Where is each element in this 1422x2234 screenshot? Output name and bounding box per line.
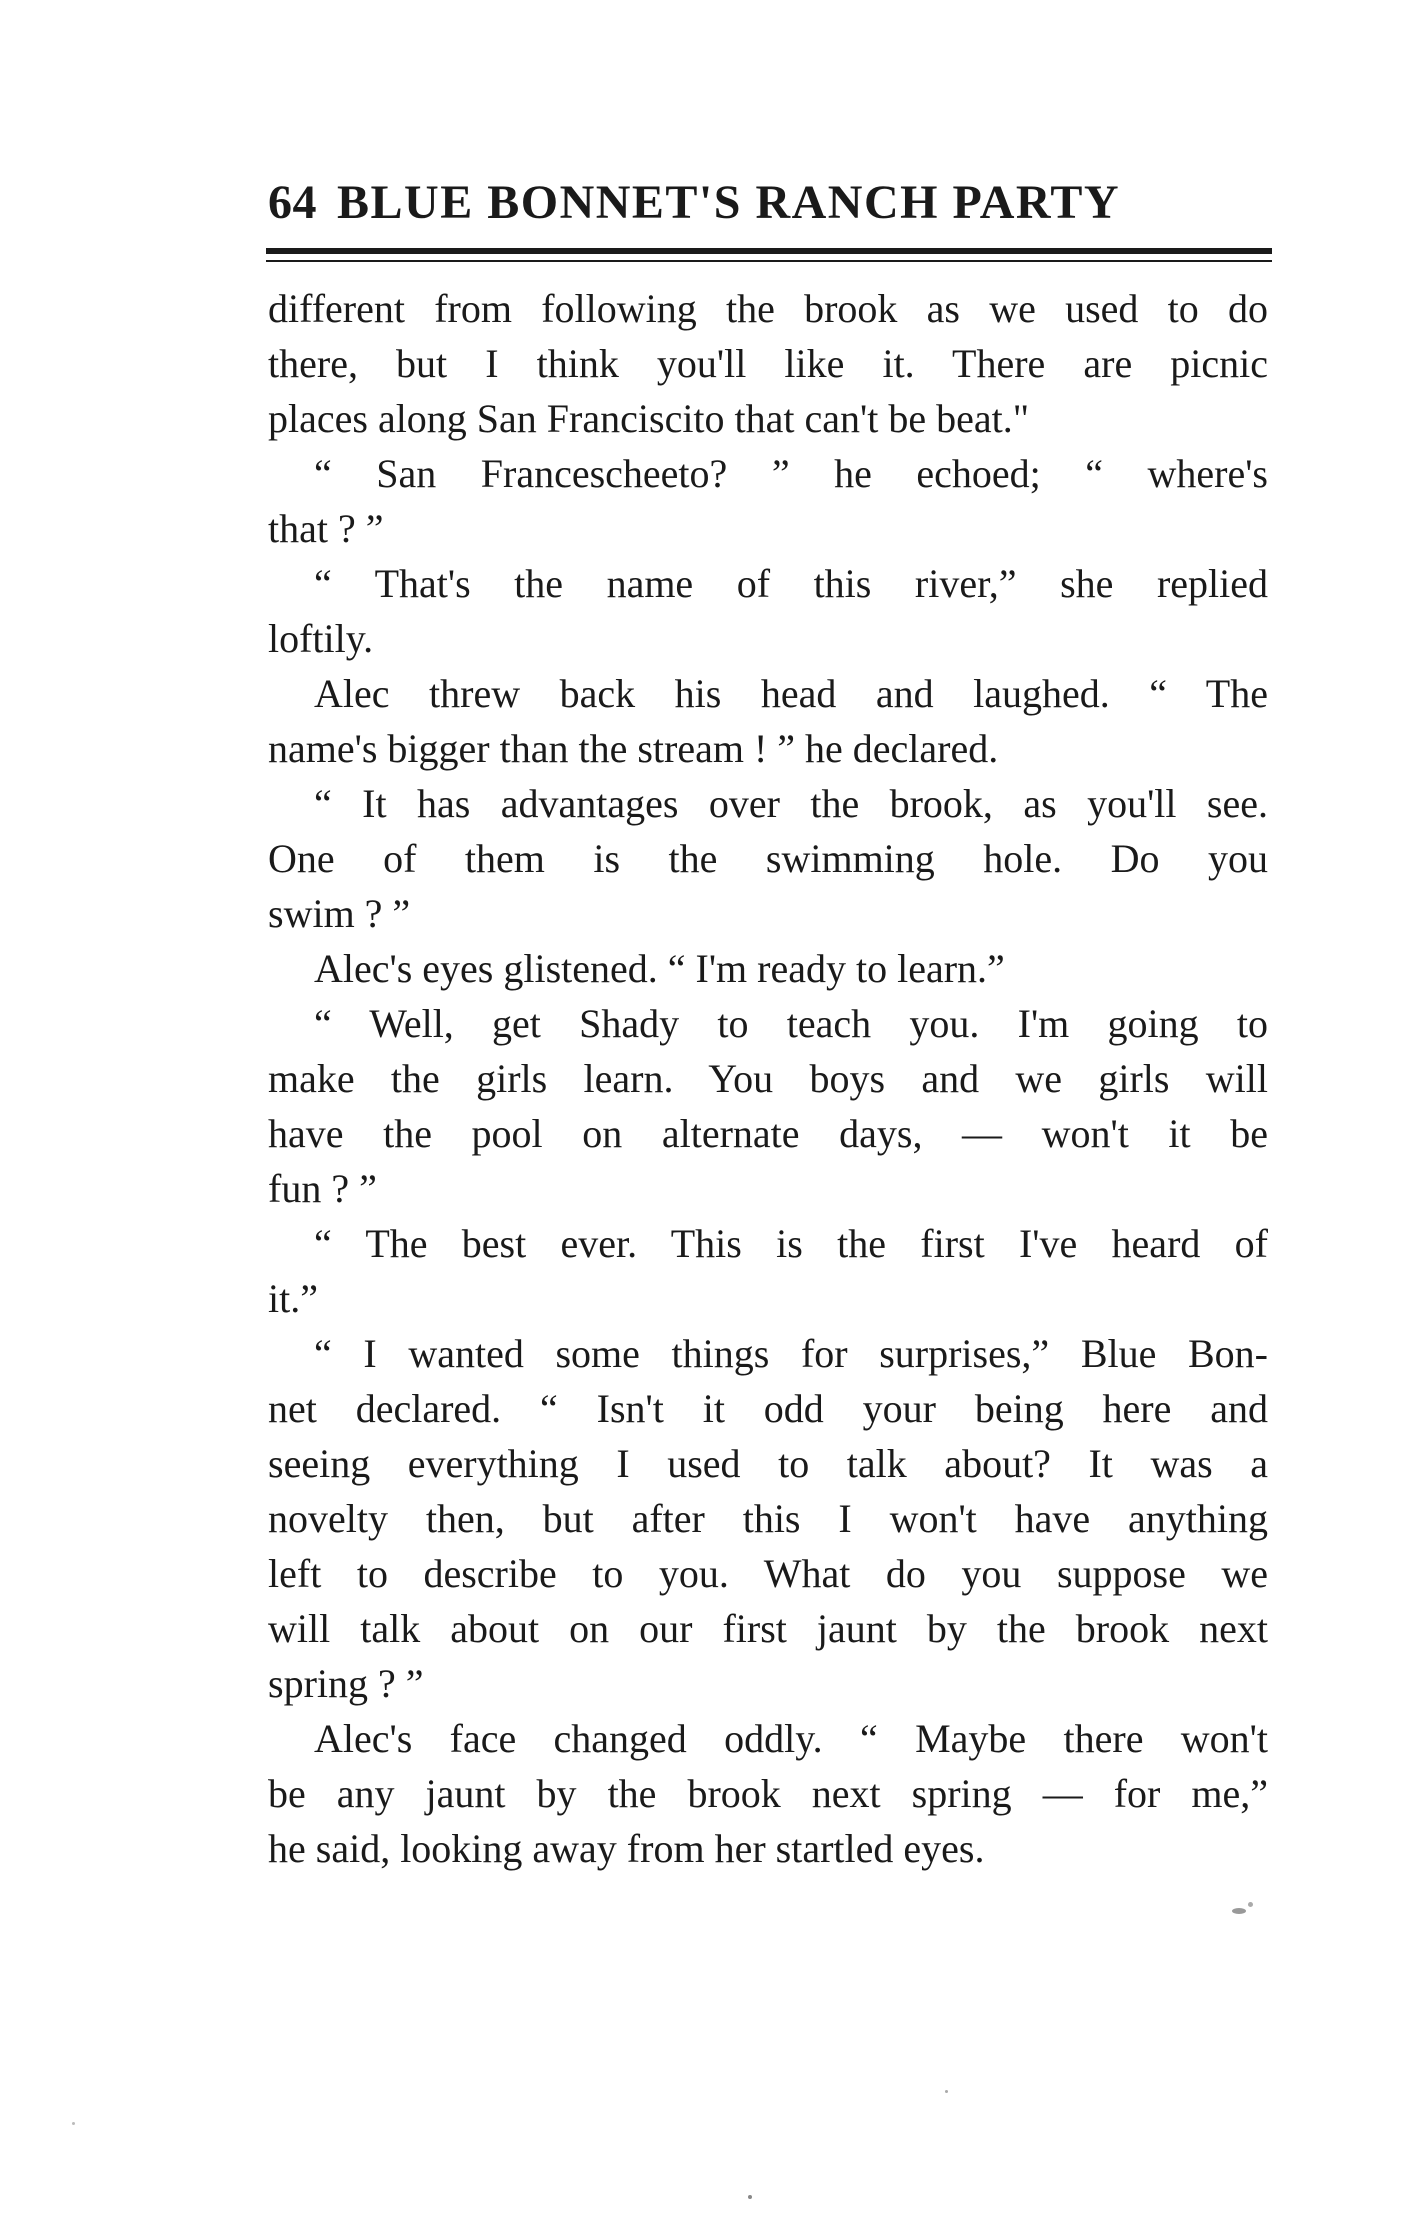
text-line: “ The best ever. This is the first I've heard of	[314, 1221, 1268, 1266]
print-speck	[945, 2090, 948, 2093]
text-line: novelty then, but after this I won't have anything	[268, 1496, 1268, 1541]
text-line: that ? ”	[268, 506, 384, 551]
text-line: left to describe to you. What do you suppose we	[268, 1551, 1268, 1596]
text-line: loftily.	[268, 616, 374, 661]
text-line: spring ? ”	[268, 1661, 424, 1706]
running-header	[268, 168, 1270, 238]
print-speck	[72, 2122, 75, 2125]
text-line: places along San Franciscito that can't be beat."	[268, 396, 1030, 441]
text-line: fun ? ”	[268, 1166, 377, 1211]
print-speck	[1248, 1902, 1253, 1907]
text-line: he said, looking away from her startled eyes.	[268, 1826, 985, 1871]
text-line: Alec's face changed oddly. “ Maybe there won't	[314, 1716, 1268, 1761]
text-line: swim ? ”	[268, 891, 411, 936]
text-line: “ Well, get Shady to teach you. I'm going to	[314, 1001, 1268, 1046]
running-title: BLUE BONNET'S RANCH PARTY	[337, 176, 1121, 229]
text-line: have the pool on alternate days, — won't it be	[268, 1111, 1268, 1156]
text-line: be any jaunt by the brook next spring — for me,”	[268, 1771, 1268, 1816]
text-line: different from following the brook as we used to do	[268, 286, 1268, 331]
text-line: Alec's eyes glistened. “ I'm ready to learn.”	[314, 946, 1005, 991]
text-line: it.”	[268, 1276, 318, 1321]
print-speck	[748, 2195, 752, 2199]
text-line: seeing everything I used to talk about? It was a	[268, 1441, 1268, 1486]
text-line: there, but I think you'll like it. There are picnic	[268, 341, 1268, 386]
page-number: 64	[268, 176, 317, 229]
text-line: One of them is the swimming hole. Do you	[268, 836, 1268, 881]
text-line: name's bigger than the stream ! ” he declared.	[268, 726, 999, 771]
print-speck	[1232, 1908, 1246, 1914]
text-line: will talk about on our first jaunt by the brook next	[268, 1606, 1268, 1651]
text-line: make the girls learn. You boys and we girls will	[268, 1056, 1268, 1101]
header-rule-thick	[266, 248, 1272, 254]
text-line: “ It has advantages over the brook, as you'll see.	[314, 781, 1268, 826]
text-line: net declared. “ Isn't it odd your being here and	[268, 1386, 1268, 1431]
body-text	[268, 281, 1268, 1876]
text-line: Alec threw back his head and laughed. “ The	[314, 671, 1268, 716]
text-line: “ San Francescheeto? ” he echoed; “ where's	[314, 451, 1268, 496]
header-rule-thin	[266, 260, 1272, 262]
text-line: “ That's the name of this river,” she replied	[314, 561, 1268, 606]
text-line: “ I wanted some things for surprises,” Blue Bon-	[314, 1331, 1268, 1376]
